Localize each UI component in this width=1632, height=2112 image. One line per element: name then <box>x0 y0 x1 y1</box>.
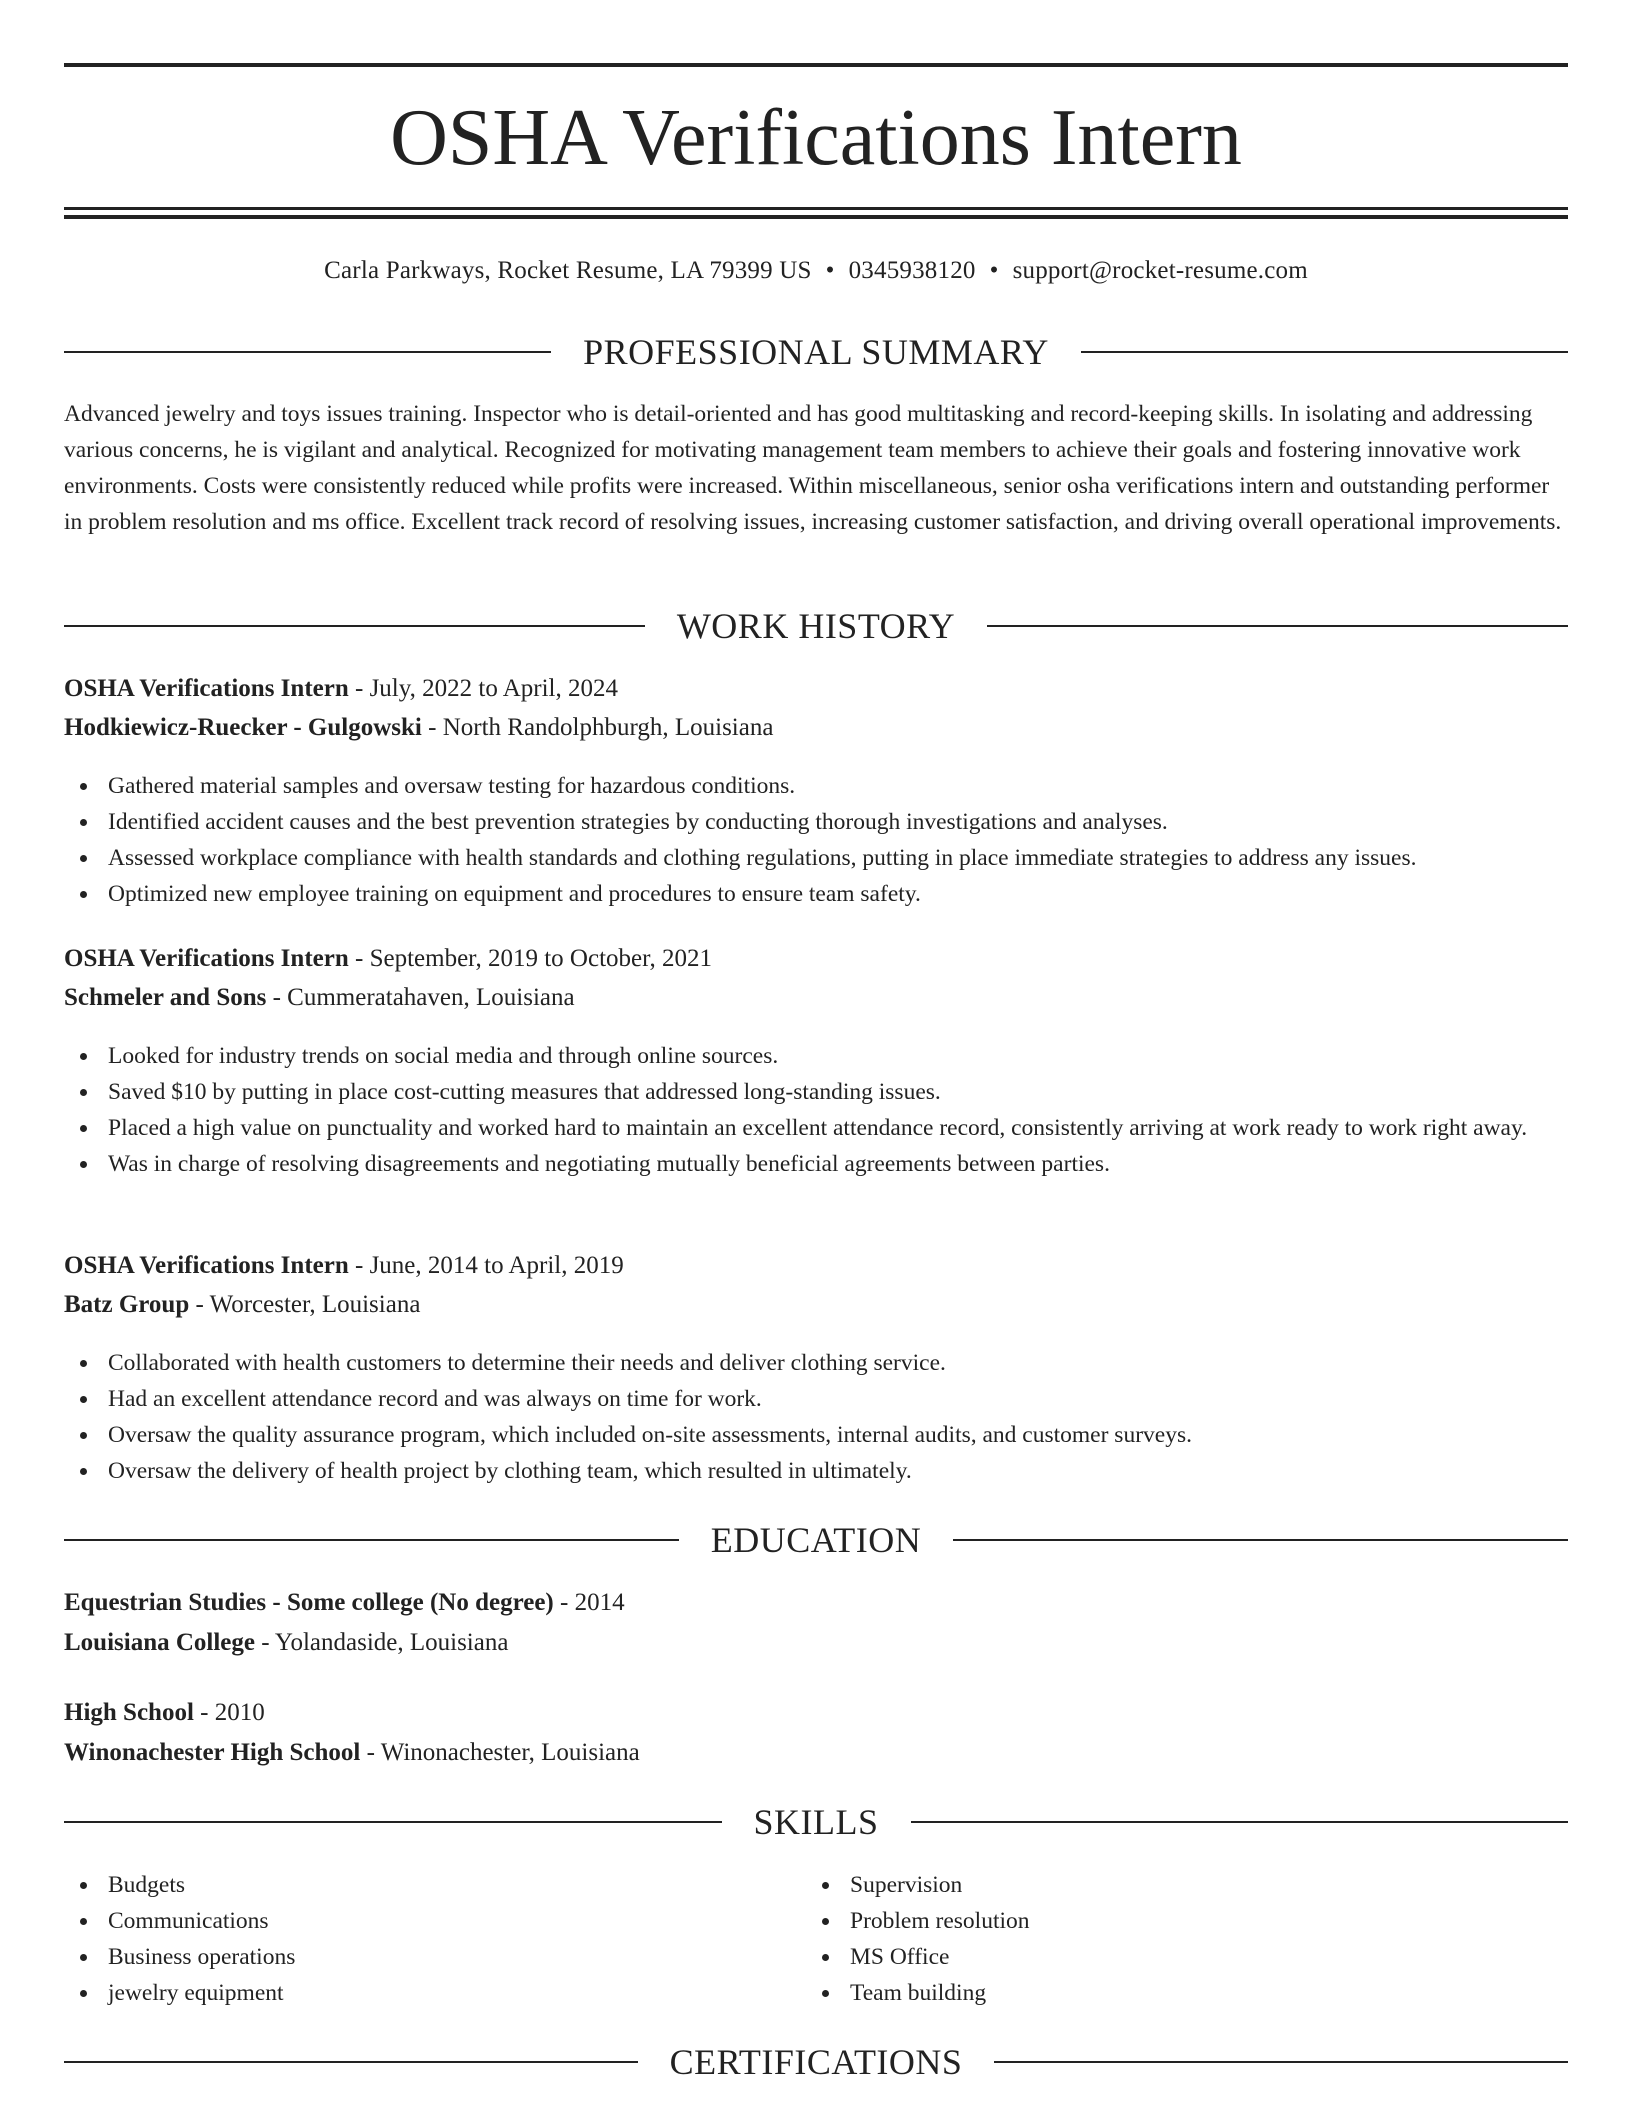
list-item: Optimized new employee training on equipment and procedures to ensure team safety. <box>64 876 1568 912</box>
top-rule <box>64 63 1568 67</box>
list-item: Collaborated with health customers to determine their needs and deliver clothing service. <box>64 1345 1568 1381</box>
section-heading-education <box>64 1518 1568 1562</box>
job-company: Hodkiewicz-Ruecker - Gulgowski <box>64 714 422 741</box>
section-heading-skills <box>64 1800 1568 1844</box>
job-location: - Cummeratahaven, Louisiana <box>266 984 575 1011</box>
skill-item: jewelry equipment <box>64 1975 804 2011</box>
heading-rule <box>987 625 1568 627</box>
job-location: - Worcester, Louisiana <box>189 1291 421 1318</box>
list-item: Had an excellent attendance record and was always on time for work. <box>64 1381 1568 1417</box>
job-dates: - July, 2022 to April, 2024 <box>348 675 618 702</box>
education-school: Winonachester High School <box>64 1739 361 1766</box>
education-location: - Yolandaside, Louisiana <box>255 1629 509 1656</box>
skill-item: Budgets <box>64 1867 804 1903</box>
job-company-line <box>64 711 1568 745</box>
title-rule-lower <box>64 215 1568 219</box>
job-title-line <box>64 1249 1568 1283</box>
education-degree: Equestrian Studies - Some college (No degree) <box>64 1589 554 1616</box>
education-school-line <box>64 1736 1568 1770</box>
heading-rule <box>64 2061 638 2063</box>
job-dates: - September, 2019 to October, 2021 <box>348 945 712 972</box>
job-company-line <box>64 1288 1568 1322</box>
heading-rule <box>1081 351 1568 353</box>
heading-rule <box>911 1821 1569 1823</box>
contact-phone: 0345938120 <box>848 257 976 284</box>
skill-item: Communications <box>64 1903 804 1939</box>
job-bullets <box>64 1038 1568 1182</box>
job-company-line <box>64 981 1568 1015</box>
skill-item: Team building <box>806 1975 1546 2011</box>
section-heading-work-history <box>64 604 1568 648</box>
job-bullets <box>64 768 1568 912</box>
list-item: Identified accident causes and the best prevention strategies by conducting thorough investigations and analyses. <box>64 804 1568 840</box>
list-item: Oversaw the delivery of health project by clothing team, which resulted in ultimately. <box>64 1453 1568 1489</box>
section-title: EDUCATION <box>710 1520 922 1560</box>
contact-email: support@rocket-resume.com <box>1012 257 1308 284</box>
list-item: Gathered material samples and oversaw testing for hazardous conditions. <box>64 768 1568 804</box>
education-year: - 2010 <box>193 1699 265 1726</box>
section-title: CERTIFICATIONS <box>669 2042 963 2082</box>
summary-paragraph: Advanced jewelry and toys issues training. Inspector who is detail-oriented and has good multitasking and record-keeping skills. In isolating and addressing various concerns, he is vigilant and analytical. Recognized for motivating management team members to achieve their goals and fostering innovative work environments. Costs were consistently reduced while profits were increased. Within miscellaneous, senior osha verifications intern and outstanding performer in problem resolution and ms office. Excellent track record of resolving issues, increasing customer satisfaction, and driving overall operational improvements. <box>64 401 1562 535</box>
job-title-line <box>64 672 1568 706</box>
job-company: Batz Group <box>64 1291 190 1318</box>
list-item: Saved $10 by putting in place cost-cutting measures that addressed long-standing issues. <box>64 1074 1568 1110</box>
job-location: - North Randolphburgh, Louisiana <box>421 714 774 741</box>
section-heading-certifications <box>64 2040 1568 2084</box>
job-title-line <box>64 942 1568 976</box>
list-item: Assessed workplace compliance with health standards and clothing regulations, putting in place immediate strategies to address any issues. <box>64 840 1568 876</box>
contact-separator: • <box>825 257 835 284</box>
heading-rule <box>994 2061 1568 2063</box>
title-rule-upper <box>64 207 1568 210</box>
contact-separator: • <box>989 257 999 284</box>
list-item: Looked for industry trends on social media and through online sources. <box>64 1038 1568 1074</box>
skill-item: MS Office <box>806 1939 1546 1975</box>
list-item: Placed a high value on punctuality and worked hard to maintain an excellent attendance record, consistently arriving at work ready to work right away. <box>64 1110 1568 1146</box>
section-title: WORK HISTORY <box>676 606 956 646</box>
job-bullets <box>64 1345 1568 1489</box>
job-company: Schmeler and Sons <box>64 984 267 1011</box>
heading-rule <box>64 351 551 353</box>
list-item: Oversaw the quality assurance program, which included on-site assessments, internal audits, and customer surveys. <box>64 1417 1568 1453</box>
heading-rule <box>953 1539 1568 1541</box>
skill-item: Problem resolution <box>806 1903 1546 1939</box>
skill-item: Business operations <box>64 1939 804 1975</box>
education-location: - Winonachester, Louisiana <box>360 1739 640 1766</box>
section-title: PROFESSIONAL SUMMARY <box>583 332 1049 372</box>
section-title: SKILLS <box>753 1802 879 1842</box>
skills-list-right <box>806 1867 1546 2011</box>
education-degree: High School <box>64 1699 194 1726</box>
resume-title: OSHA Verifications Intern <box>390 94 1242 182</box>
job-role: OSHA Verifications Intern <box>64 945 349 972</box>
contact-line <box>64 254 1568 288</box>
heading-rule <box>64 625 645 627</box>
job-dates: - June, 2014 to April, 2019 <box>348 1252 624 1279</box>
education-school-line <box>64 1626 1568 1660</box>
job-role: OSHA Verifications Intern <box>64 675 349 702</box>
education-school: Louisiana College <box>64 1629 255 1656</box>
education-year: - 2014 <box>553 1589 625 1616</box>
education-degree-line <box>64 1696 1568 1730</box>
skill-item: Supervision <box>806 1867 1546 1903</box>
skills-list-left <box>64 1867 804 2011</box>
section-heading-summary <box>64 330 1568 374</box>
contact-address: Carla Parkways, Rocket Resume, LA 79399 US <box>324 257 812 284</box>
heading-rule <box>64 1539 679 1541</box>
job-role: OSHA Verifications Intern <box>64 1252 349 1279</box>
list-item: Was in charge of resolving disagreements and negotiating mutually beneficial agreements between parties. <box>64 1146 1568 1182</box>
heading-rule <box>64 1821 722 1823</box>
education-degree-line <box>64 1586 1568 1620</box>
